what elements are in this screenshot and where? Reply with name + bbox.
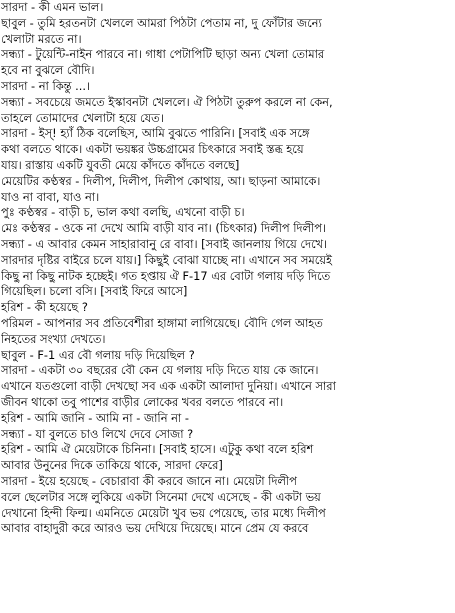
text-line: পুঃ কণ্ঠস্বর - বাড়ী চ, ভাল কথা বলছি, এখনো বাড়ী চ। — [1, 205, 245, 220]
text-line: সন্ধ্যা - এ আবার কেমন সাহারাবানু রে বাবা। [সবাই জানলায় গিয়ে দেখে। — [1, 236, 328, 251]
text-line: জীবন থাকো তবু পাশের বাড়ীর লোকের খবর বলতে পারবে না। — [1, 394, 284, 409]
text-line: সারদা - ইস্! হ্যাঁ ঠিক বলেছিস, আমি বুঝতে পারিনি। [সবাই এক সঙ্গে — [1, 126, 310, 141]
text-line: দেখানো হিন্দী ফিল্ম। এমনিতে মেয়েটা খুব ভয় পেয়েছে, তার মধ্যে দিলীপ — [1, 505, 326, 520]
text-line: পরিমল - আপনার সব প্রতিবেশীরা হাঙ্গামা লাগিয়েছে। বৌদি গেল আহত — [1, 315, 323, 330]
text-line: গিয়েছিল। চলো বসি। [সবাই ফিরে আসে] — [1, 284, 188, 299]
text-line: কিছু না কিছু নাটক হচ্ছেই। গত হপ্তায় ঐ F-17 এর বোটা গলায় দড়ি দিতে — [1, 268, 331, 283]
text-line: সন্ধ্যা - যা বুলতে চাও লিখে দেবে সোজা ? — [1, 426, 194, 441]
text-line: সারদা - একটা ৩০ বছরের বৌ কেন যে গলায় দড়ি দিতে যায় কে জানে। — [1, 363, 319, 378]
text-line: সারদা - না কিন্তু ...। — [1, 78, 91, 93]
text-line: আবার উনুনের দিকে তাকিয়ে থাকে, সারদা ফেরে] — [1, 458, 223, 473]
text-line: খেলাটা মরতে না। — [1, 31, 82, 46]
text-line: কথা বলতে থাকে। একটা ভয়ঙ্কর উচ্চগ্রামের চিৎকারে সবাই স্তব্ধ হয়ে — [1, 142, 304, 157]
text-line: যায়। রাস্তায় একটি যুবতী মেয়ে কাঁদতে কাঁদতে বলছে] — [1, 157, 240, 172]
text-line: হরিশ - কী হয়েছে ? — [1, 300, 88, 315]
text-line: হরিশ - আমি জানি - আমি না - জানি না - — [1, 410, 189, 425]
text-line: সন্ধ্যা - টুয়েন্টি-নাইন পারবে না। গাধা পেটাপিটি ছাড়া অন্য খেলা তোমার — [1, 47, 325, 62]
text-line: এখানে যতগুলো বাড়ী দেখছো সব এক একটা আলাদা দুনিয়া। এখানে সারা — [1, 379, 336, 394]
text-line: হরিশ - আমি ঐ মেয়েটাকে চিনিনা। [সবাই হাসে। এটুকু কথা বলে হরিশ — [1, 442, 314, 457]
text-line: সন্ধ্যা - সবচেয়ে জমতে ইস্কাবনটা খেললে। ঐ পিঠটা তুরুপ করলে না কেন, — [1, 94, 333, 109]
text-line: সারদার দৃষ্টির বাইরে চলে যায়।] কিছুই বোঝা যাচ্ছে না। এখানে সব সময়েই — [1, 252, 332, 267]
text-line: বলে ছেলেটার সঙ্গে লুকিয়ে একটা সিনেমা দেখে এসেছে - কী একটা ভয় — [1, 489, 321, 504]
text-line: ছাবুল - F-1 এর বৌ গলায় দড়ি দিয়েছিল ? — [1, 347, 195, 362]
document-page — [1, 0, 453, 613]
text-line: হবে না বুঝলে বৌদি। — [1, 63, 95, 78]
text-line: মেয়েটির কণ্ঠস্বর - দিলীপ, দিলীপ, দিলীপ কোথায়, আ। ছাড়না আমাকে। — [1, 173, 321, 188]
text-line: তাহলে তোমাদের খেলাটা হয়ে যেত। — [1, 110, 164, 125]
text-line: ছাবুল - তুমি হরতনটা খেললে আমরা পিঠটা পেতাম না, দু ফোঁটার জন্যে — [1, 15, 322, 30]
text-line: মেঃ কণ্ঠস্বর - ওকে না দেখে আমি বাড়ী যাব না। (চিৎকার) দিলীপ দিলীপ। — [1, 221, 327, 236]
text-line: আবার বাহাদুরী করে আরও ভয় দেখিয়ে দিয়েছে। মানে প্রেম যে করবে — [1, 521, 309, 536]
text-line: যাও না বাবা, যাও না। — [1, 189, 100, 204]
text-line: সারদা - ইয়ে হয়েছে - বেচারাবা কী করবে জানে না। মেয়েটা দিলীপ — [1, 473, 297, 488]
text-line: নিহতের সংখ্যা দেখতে। — [1, 331, 106, 346]
text-line: সারদা - কী এমন ভাল। — [1, 0, 104, 14]
